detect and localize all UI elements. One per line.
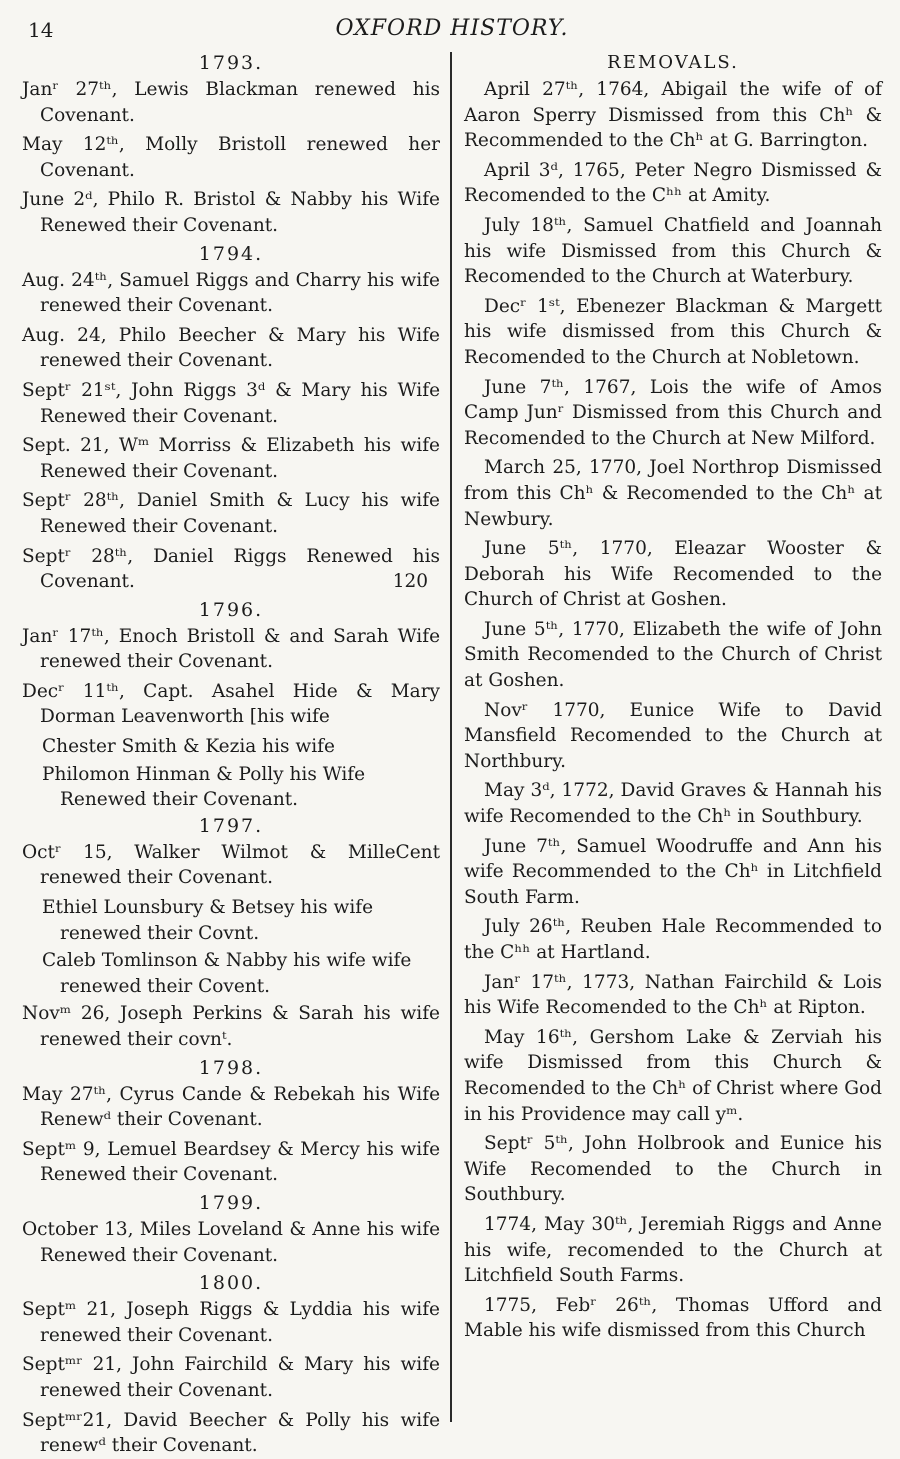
year-heading-1798: 1798.: [198, 1056, 264, 1079]
renewal-entry: Septᵐʳ21, David Beecher & Polly his wife renewᵈ their Covenant.: [22, 1409, 441, 1457]
renewal-entry: Aug. 24ᵗʰ, Samuel Riggs and Charry his wife renewed their Covenant.: [22, 269, 441, 317]
year-heading-1800: 1800.: [198, 1272, 264, 1295]
renewal-entry: Septᵐ 21, Joseph Riggs & Lyddia his wife renewed their Covenant.: [22, 1299, 441, 1346]
year-heading-1796: 1796.: [198, 598, 264, 621]
page-number: 14: [28, 18, 54, 42]
removal-entry: July 18ᵗʰ, Samuel Chatfield and Joannah his wife Dismissed from this Church & Recomended to the Church at Waterbury.: [464, 214, 883, 288]
renewal-entry: Janʳ 27ᵗʰ, Lewis Blackman renewed his Covenant.: [22, 79, 441, 126]
renewal-sub-entry: Ethiel Lounsbury & Betsey his wife renewed their Covnt.: [42, 897, 374, 944]
removal-entry: April 3ᵈ, 1765, Peter Negro Dismissed & Recomended to the Cʰʰ at Amity.: [464, 159, 883, 207]
renewal-sub-entry: Caleb Tomlinson & Nabby his wife wife renewed their Covent.: [42, 950, 412, 997]
renewal-entry: Octʳ 15, Walker Wilmot & MilleCent renewed their Covenant.: [22, 841, 441, 889]
year-heading-1799: 1799.: [198, 1191, 264, 1214]
renewal-entry: Septʳ 28ᵗʰ, Daniel Smith & Lucy his wife Renewed their Covenant.: [22, 490, 441, 537]
renewal-entry: October 13, Miles Loveland & Anne his wife Renewed their Covenant.: [22, 1218, 441, 1266]
renewal-entry: Decʳ 11ᵗʰ, Capt. Asahel Hide & Mary Dorman Leavenworth [his wife: [22, 680, 441, 728]
renewal-entry: Septᵐ 9, Lemuel Beardsey & Mercy his wife Renewed their Covenant.: [22, 1138, 441, 1186]
year-heading-1797: 1797.: [198, 814, 264, 837]
renewal-sub-entry: Chester Smith & Kezia his wife: [42, 736, 335, 758]
removals-heading: REMOVALS.: [607, 52, 739, 73]
year-heading-1794: 1794.: [198, 242, 264, 265]
renewal-entry: Janʳ 17ᵗʰ, Enoch Bristoll & and Sarah Wife renewed their Covenant.: [22, 625, 441, 673]
removal-entry: June 7ᵗʰ, Samuel Woodruffe and Ann his wife Recommended to the Chʰ in Litchfield South Farm.: [464, 835, 883, 908]
removal-entry: Decʳ 1ˢᵗ, Ebenezer Blackman & Margett his wife dismissed from this Church & Recomended to the Church at Nobletown.: [464, 295, 883, 368]
left-column-renewals: [22, 50, 450, 1457]
removal-entry: May 3ᵈ, 1772, David Graves & Hannah his wife Recomended to the Chʰ in Southbury.: [464, 780, 883, 828]
removal-entry: 1775, Febʳ 26ᵗʰ, Thomas Ufford and Mable his wife dismissed from this Church: [464, 1294, 883, 1342]
removal-entry: 1774, May 30ᵗʰ, Jeremiah Riggs and Anne his wife, recomended to the Church at Litchfield South Farms.: [464, 1213, 883, 1287]
renewal-entry: Sept. 21, Wᵐ Morriss & Elizabeth his wife Renewed their Covenant.: [22, 435, 441, 482]
removal-entry: Novʳ 1770, Eunice Wife to David Mansfield Recomended to the Church at Northbury.: [464, 699, 883, 772]
removal-entry: Janʳ 17ᵗʰ, 1773, Nathan Fairchild & Lois his Wife Recomended to the Chʰ at Ripton.: [464, 971, 883, 1019]
renewal-entry: Septᵐʳ 21, John Fairchild & Mary his wife renewed their Covenant.: [22, 1354, 441, 1401]
renewal-sub-entry: Philomon Hinman & Polly his Wife Renewed their Covenant.: [42, 763, 366, 811]
removal-entry: April 27ᵗʰ, 1764, Abigail the wife of of Aaron Sperry Dismissed from this Chʰ & Recommended to the Chʰ at G. Barrington.: [464, 79, 883, 152]
removal-entry: July 26ᵗʰ, Reuben Hale Recommended to the Cʰʰ at Hartland.: [464, 916, 883, 963]
removal-entry: Septʳ 5ᵗʰ, John Holbrook and Eunice his Wife Recomended to the Church in Southbury.: [464, 1133, 883, 1206]
removal-entry: June 7ᵗʰ, 1767, Lois the wife of Amos Camp Junʳ Dismissed from this Church and Recomended to the Church at New Milford.: [464, 376, 883, 449]
renewal-entry: May 12ᵗʰ, Molly Bristoll renewed her Covenant.: [22, 134, 441, 181]
year-heading-1793: 1793.: [198, 52, 264, 74]
renewal-entry: Septʳ 21ˢᵗ, John Riggs 3ᵈ & Mary his Wife Renewed their Covenant.: [22, 379, 441, 427]
running-title: OXFORD HISTORY.: [335, 16, 569, 41]
renewal-entry-text: Septʳ 28ᵗʰ, Daniel Riggs Renewed his Covenant.: [22, 545, 441, 593]
removal-entry: March 25, 1770, Joel Northrop Dismissed from this Chʰ & Recomended to the Chʰ at Newbury.: [464, 457, 883, 530]
removal-entry: June 5ᵗʰ, 1770, Eleazar Wooster & Deborah his Wife Recomended to the Church of Christ at Goshen.: [464, 538, 883, 611]
page-header: [22, 16, 882, 50]
removal-entry: May 16ᵗʰ, Gershom Lake & Zerviah his wife Dismissed from this Church & Recomended to the Chʰ of Christ where God in his Providence may call yᵐ.: [464, 1026, 883, 1125]
right-column-removals: [452, 50, 882, 1440]
renewal-entry: June 2ᵈ, Philo R. Bristol & Nabby his Wife Renewed their Covenant.: [22, 189, 441, 236]
renewal-entry: May 27ᵗʰ, Cyrus Cande & Rebekah his Wife Renewᵈ their Covenant.: [22, 1083, 441, 1131]
renewal-entry-with-number: [22, 544, 440, 595]
two-column-body: [22, 50, 883, 1457]
removal-entry: June 5ᵗʰ, 1770, Elizabeth the wife of John Smith Recomended to the Church of Christ at Goshen.: [464, 618, 883, 692]
renewal-entry: Aug. 24, Philo Beecher & Mary his Wife renewed their Covenant.: [22, 324, 441, 372]
renewal-entry: Novᵐ 26, Joseph Perkins & Sarah his wife renewed their covnᵗ.: [22, 1003, 441, 1050]
marginal-number: 120: [392, 571, 429, 593]
